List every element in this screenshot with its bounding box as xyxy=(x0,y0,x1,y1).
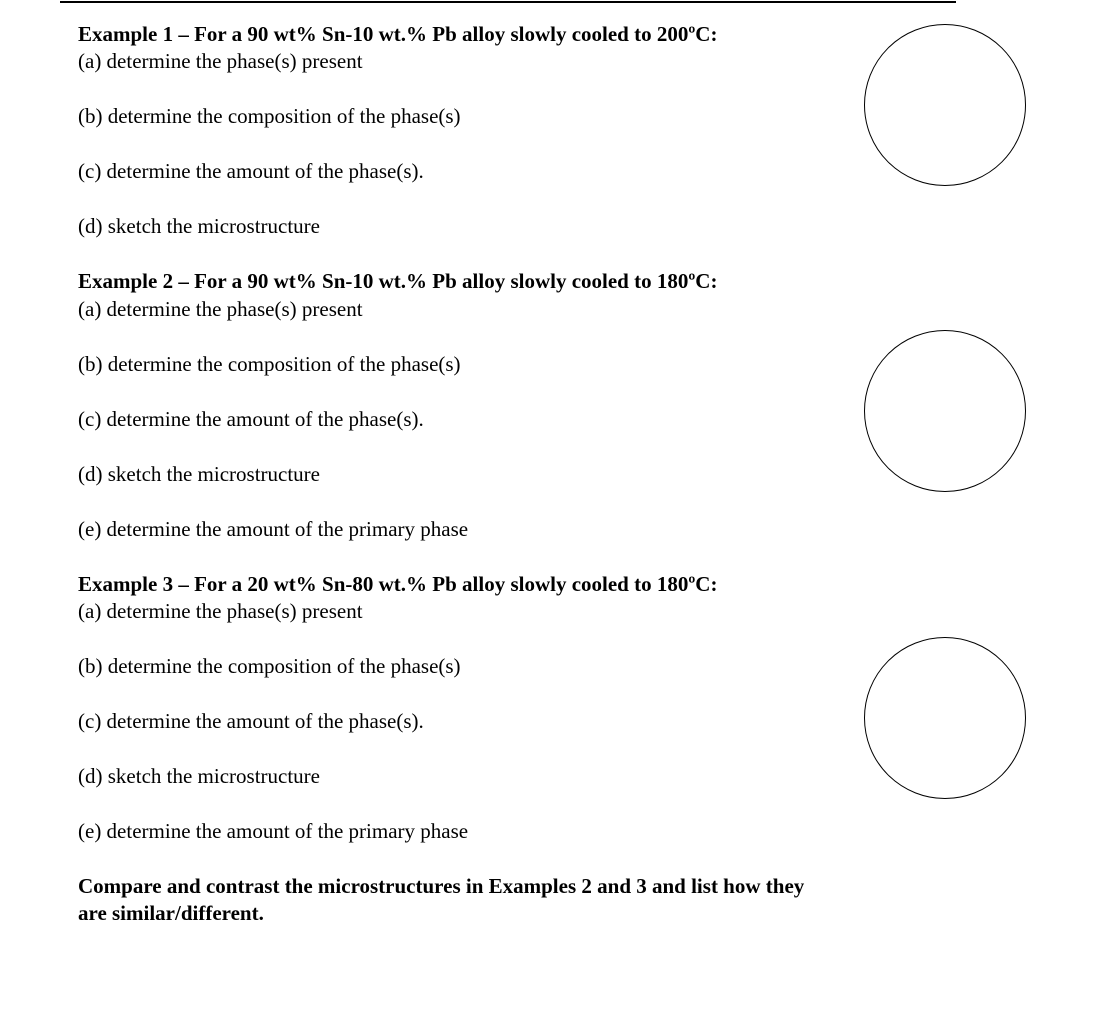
example-2-sketch-circle xyxy=(864,330,1026,492)
example-2-part-e: (e) determine the amount of the primary phase xyxy=(78,517,469,541)
example-3-part-a: (a) determine the phase(s) present xyxy=(78,599,363,623)
example-2-part-c: (c) determine the amount of the phase(s). xyxy=(78,407,424,431)
example-3-part-e: (e) determine the amount of the primary phase xyxy=(78,819,469,843)
example-2-part-b: (b) determine the composition of the phase(s) xyxy=(78,352,461,376)
example-3-part-d: (d) sketch the microstructure xyxy=(78,764,320,788)
compare-line-1: Compare and contrast the microstructures in Examples 2 and 3 and list how they xyxy=(78,874,805,898)
example-2-title: Example 2 – For a 90 wt% Sn-10 wt.% Pb alloy slowly cooled to 180ºC: xyxy=(78,269,718,293)
example-1-part-c: (c) determine the amount of the phase(s). xyxy=(78,159,424,183)
example-2-part-a: (a) determine the phase(s) present xyxy=(78,297,363,321)
compare-line-2: are similar/different. xyxy=(78,901,264,925)
example-2-part-d: (d) sketch the microstructure xyxy=(78,462,320,486)
example-3-sketch-circle xyxy=(864,637,1026,799)
example-3-title: Example 3 – For a 20 wt% Sn-80 wt.% Pb alloy slowly cooled to 180ºC: xyxy=(78,572,718,596)
example-1-part-d: (d) sketch the microstructure xyxy=(78,214,320,238)
top-rule xyxy=(60,1,956,3)
example-1-part-b: (b) determine the composition of the phase(s) xyxy=(78,104,461,128)
example-1-part-a: (a) determine the phase(s) present xyxy=(78,49,363,73)
example-3-part-b: (b) determine the composition of the phase(s) xyxy=(78,654,461,678)
example-3-part-c: (c) determine the amount of the phase(s). xyxy=(78,709,424,733)
example-1-title: Example 1 – For a 90 wt% Sn-10 wt.% Pb alloy slowly cooled to 200ºC: xyxy=(78,22,718,46)
example-1-sketch-circle xyxy=(864,24,1026,186)
